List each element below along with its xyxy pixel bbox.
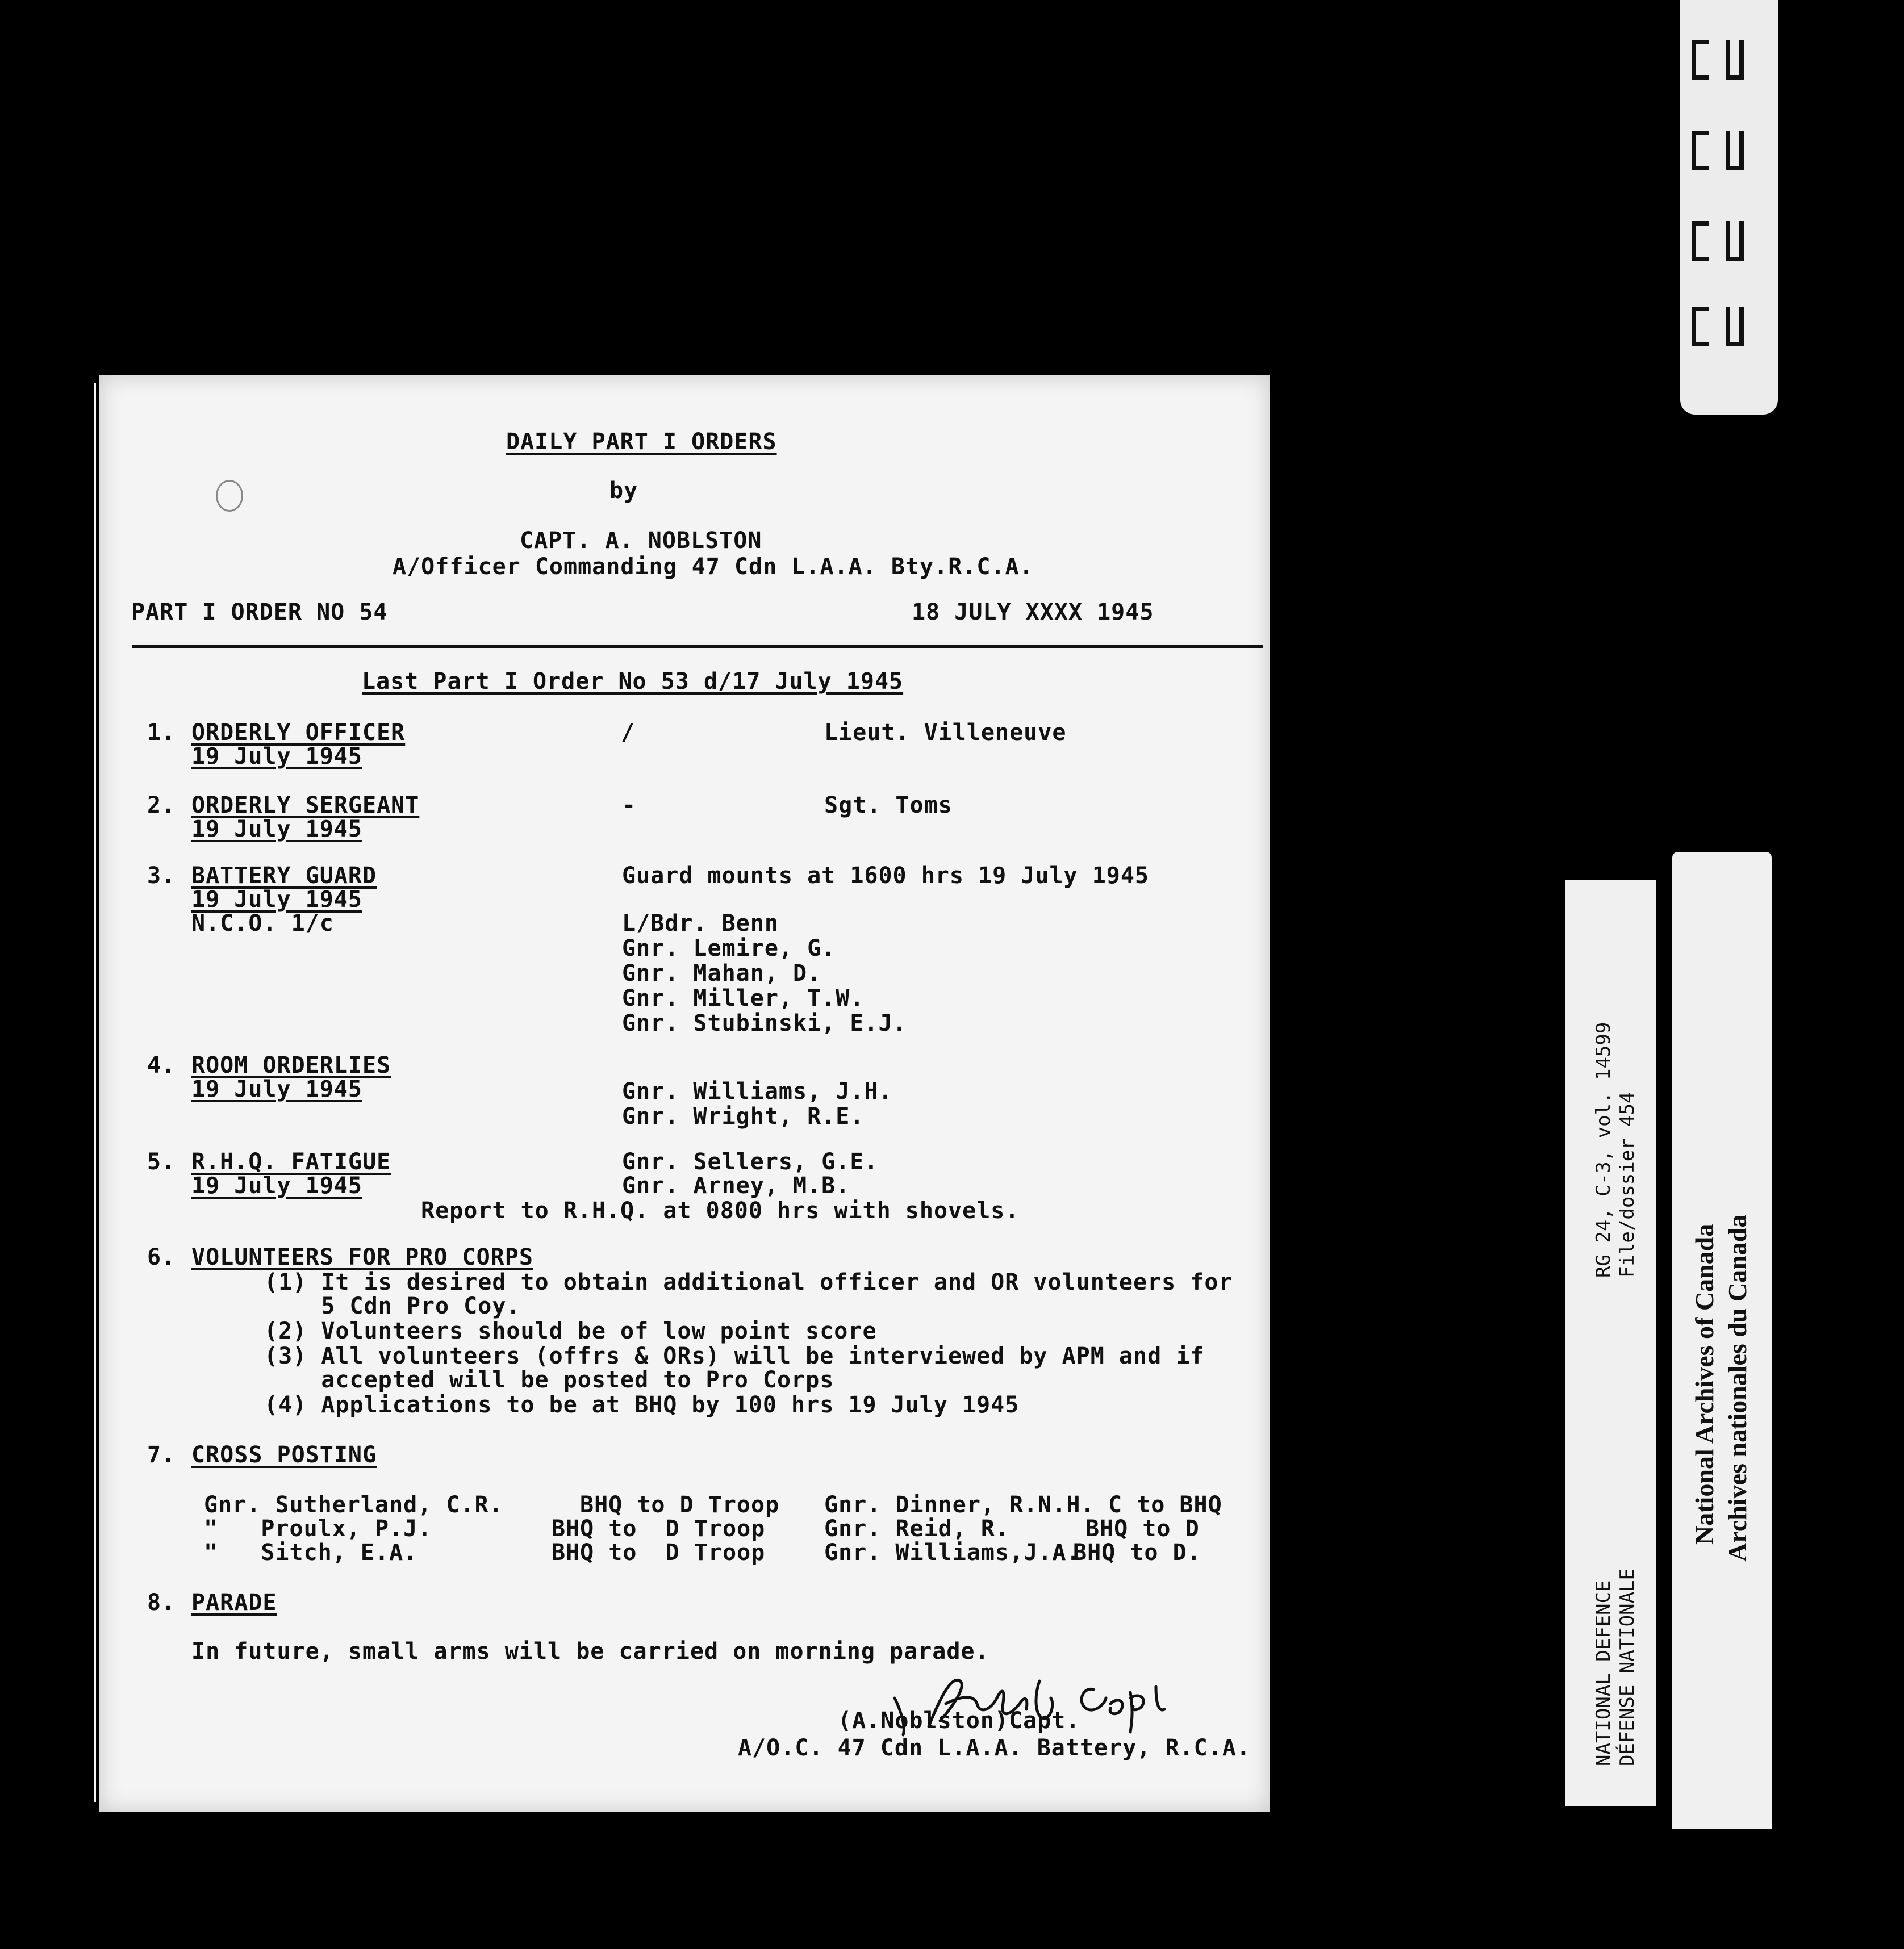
volunteer-line: accepted will be posted to Pro Corps [264,1367,834,1393]
posting-name: Gnr. Williams,J.A. [824,1540,1081,1566]
item-1-title: ORDERLY OFFICER [191,720,406,746]
item-6-title: VOLUNTEERS FOR PRO CORPS [191,1244,533,1270]
volunteer-line: (2) Volunteers should be of low point score [264,1318,877,1344]
item-2-title: ORDERLY SERGEANT [191,792,420,818]
punch-hole [216,480,243,512]
item-4-title: ROOM ORDERLIES [191,1052,391,1078]
volunteer-line: (3) All volunteers (offrs & ORs) will be interviewed by APM and if [264,1343,1205,1369]
page-edge [94,383,96,1802]
item-8-number: 8. [147,1590,176,1616]
item-3-date: 19 July 1945 [191,886,362,913]
item-4-number: 4. [147,1052,176,1078]
officer-name: CAPT. A. NOBLSTON [520,528,762,554]
fatigue-name: Gnr. Sellers, G.E. [622,1149,879,1175]
item-7-title: CROSS POSTING [191,1442,377,1468]
archive-ref-file: File/dossier 454 [1616,1091,1639,1278]
item-1-date: 19 July 1945 [191,743,362,769]
item-1-number: 1. [147,720,176,746]
posting-name: Gnr. Dinner, R.N.H. [824,1492,1095,1518]
item-2-number: 2. [147,792,176,818]
item-8-title: PARADE [191,1590,277,1616]
archives-name-en: National Archives of Canada [1690,1223,1719,1545]
item-1-name: Lieut. Villeneuve [824,720,1067,746]
posting-name: " Proulx, P.J. [204,1516,432,1542]
guard-name: Gnr. Mahan, D. [622,960,822,986]
archives-name-fr: Archives nationales du Canada [1723,1214,1752,1562]
guard-name: L/Bdr. Benn [622,910,779,936]
item-5-date: 19 July 1945 [191,1173,362,1199]
parade-text: In future, small arms will be carried on morning parade. [191,1638,989,1664]
posting-move: BHQ to D [1085,1516,1200,1542]
item-6-number: 6. [147,1244,176,1270]
guard-name: Gnr. Lemire, G. [622,935,836,961]
volunteer-line: (1) It is desired to obtain additional officer and OR volunteers for [264,1269,1233,1295]
unit-line: A/Officer Commanding 47 Cdn L.A.A. Bty.R.C.A. [393,554,1034,580]
guard-name: Gnr. Stubinski, E.J. [622,1010,907,1036]
item-7-number: 7. [147,1442,176,1468]
item-2-date: 19 July 1945 [191,816,362,842]
posting-name: Gnr. Sutherland, C.R. [204,1492,503,1518]
item-3-number: 3. [147,863,176,889]
item-5-title: R.H.Q. FATIGUE [191,1149,391,1175]
item-2-name: Sgt. Toms [824,792,953,818]
department-en: NATIONAL DEFENCE [1592,1580,1615,1766]
posting-move: BHQ to D. [1073,1540,1201,1566]
fatigue-name: Gnr. Arney, M.B. [622,1173,850,1199]
item-3-mount: Guard mounts at 1600 hrs 19 July 1945 [622,863,1150,889]
order-date: 18 JULY XXXX 1945 [912,599,1154,625]
posting-name: " Sitch, E.A. [204,1540,418,1566]
archives-canada-label [1672,852,1772,1829]
item-4-date: 19 July 1945 [191,1076,362,1102]
signatory-name: (A.Noblston)Capt. [838,1708,1080,1734]
header-rule [132,645,1263,648]
document-page [99,375,1270,1812]
department-fr: DÉFENSE NATIONALE [1616,1569,1639,1766]
volunteer-line: 5 Cdn Pro Coy. [264,1293,521,1319]
orderly-name: Gnr. Wright, R.E. [622,1103,865,1130]
item-1-mark: / [621,720,636,746]
posting-move: BHQ to D Troop [552,1540,766,1566]
volunteer-line: (4) Applications to be at BHQ by 100 hrs 19 July 1945 [264,1392,1020,1418]
item-2-mark: - [622,792,637,818]
item-3-title: BATTERY GUARD [191,863,377,889]
by-line: by [609,478,638,504]
archive-reference-label [1565,880,1656,1806]
signatory-title: A/O.C. 47 Cdn L.A.A. Battery, R.C.A. [738,1735,1251,1761]
orderly-name: Gnr. Williams, J.H. [622,1078,893,1105]
order-number: PART I ORDER NO 54 [131,599,388,625]
posting-move: BHQ to D Troop [552,1516,766,1542]
document-title: DAILY PART I ORDERS [506,429,777,455]
item-5-number: 5. [147,1149,176,1175]
posting-name: Gnr. Reid, R. [824,1516,1010,1542]
item-3-nco: N.C.O. 1/c [191,910,334,936]
posting-move: C to BHQ [1108,1492,1222,1518]
microfilm-strip [1680,0,1778,415]
fatigue-note: Report to R.H.Q. at 0800 hrs with shovels. [421,1198,1020,1224]
archive-ref-volume: RG 24, C-3, vol. 14599 [1592,1022,1615,1278]
posting-move: BHQ to D Troop [580,1492,780,1518]
guard-name: Gnr. Miller, T.W. [622,985,865,1011]
last-order: Last Part I Order No 53 d/17 July 1945 [362,668,904,695]
